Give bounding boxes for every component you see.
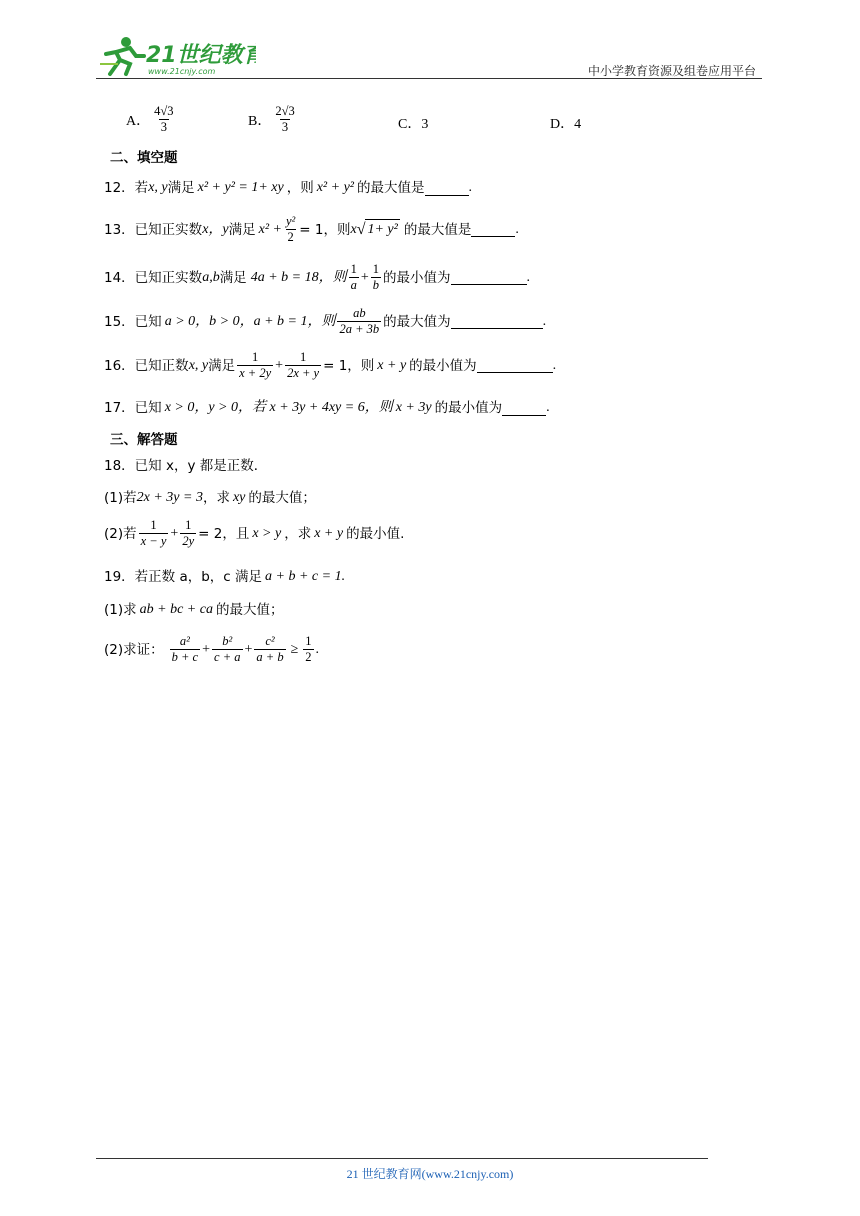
- question-16: 16．已知正数 x, y 满足 $\frac{1}{x + 2y}$ + $\frac{1}{2x + y}$ = 1，则 x + y 的最小值为 .: [104, 350, 557, 380]
- q13-fraction: $\frac{\text{y²}}{2}$: [285, 214, 296, 244]
- question-19-part-2: (2)求证： $\frac{\text{a²}}{b + c}$ + $\frac{\text{b²}}{c + a}$ + $\frac{\text{c²}}{a + b}$ ≥ $\frac{1}{2}$ .: [104, 634, 320, 664]
- q19-fraction-b: $\frac{\text{b²}}{c + a}$: [214, 634, 241, 664]
- answer-blank[interactable]: [471, 222, 515, 237]
- sqrt-expression: √ 1+ y²: [356, 221, 398, 238]
- question-14: 14．已知正实数 a,b 满足 4a + b = 18，则 $\frac{1}{a}$ + $\frac{1}{b}$ 的最小值为 .: [104, 262, 530, 292]
- runner-logo-icon: [96, 34, 256, 78]
- q15-fraction: $\frac{ab}{2a + 3b}$: [339, 306, 380, 336]
- svg-text:21世纪教育: 21世纪教育: [146, 43, 256, 68]
- q19-fraction-c: $\frac{\text{c²}}{a + b}$: [256, 634, 284, 664]
- answer-blank[interactable]: [502, 401, 546, 416]
- answer-blank[interactable]: [425, 181, 469, 196]
- q18-fraction-b: $\frac{1}{2y}$: [182, 518, 195, 548]
- question-17: 17．已知 x > 0，y > 0，若 x + 3y + 4xy = 6，则 x + 3y 的最小值为 .: [104, 400, 550, 416]
- question-13: 13．已知正实数 x，y 满足 x² + $\frac{\text{y²}}{2}$ = 1，则 x √ 1+ y² 的最大值是 .: [104, 214, 519, 244]
- section-solve-title: 三、解答题: [110, 432, 178, 448]
- q19-fraction-half: $\frac{1}{2}$: [305, 634, 312, 664]
- question-18-part-1: (1)若 2x + 3y = 3 ，求 xy 的最大值；: [104, 490, 316, 506]
- option-c: C．3: [398, 117, 429, 132]
- footer-divider: [96, 1158, 708, 1159]
- svg-text:www.21cnjy.com: www.21cnjy.com: [148, 67, 216, 76]
- q14-fraction-b: $\frac{1}{b}$: [372, 262, 379, 292]
- option-b-label: B．: [248, 113, 272, 129]
- option-b-fraction: $\frac{2√3}{3}$: [275, 104, 295, 134]
- option-a: [126, 104, 178, 135]
- option-d: D．4: [550, 117, 582, 132]
- question-15: 15．已知 a > 0，b > 0，a + b = 1，则 $\frac{ab}{2a + 3b}$ 的最大值为 .: [104, 306, 547, 336]
- option-a-fraction: $\frac{4√3}{3}$: [154, 104, 174, 134]
- answer-blank[interactable]: [451, 270, 527, 285]
- question-19-stem: 19．若正数 a，b，c 满足 a + b + c = 1.: [104, 569, 346, 585]
- answer-blank[interactable]: [451, 314, 543, 329]
- option-a-label: A．: [126, 113, 151, 129]
- question-12: 12．若 x, y 满足 x² + y² = 1+ xy ，则 x² + y² 的最大值是 .: [104, 180, 472, 196]
- answer-blank[interactable]: [477, 358, 553, 373]
- header-divider: [96, 78, 762, 79]
- q19-fraction-a: $\frac{\text{a²}}{b + c}$: [171, 634, 199, 664]
- section-fill-title: 二、填空题: [110, 150, 178, 166]
- q18-fraction-a: $\frac{1}{x - y}$: [140, 518, 167, 548]
- footer-link[interactable]: 21 世纪教育网(www.21cnjy.com): [346, 1167, 514, 1181]
- question-18-part-2: (2)若 $\frac{1}{x - y}$ + $\frac{1}{2y}$ = 2，且 x > y ，求 x + y 的最小值.: [104, 518, 405, 548]
- header-platform-text: 中小学教育资源及组卷应用平台: [587, 64, 756, 78]
- site-logo: [96, 34, 256, 78]
- q16-fraction-a: $\frac{1}{x + 2y}$: [239, 350, 272, 380]
- q16-fraction-b: $\frac{1}{2x + y}$: [287, 350, 320, 380]
- question-19-part-1: (1)求 ab + bc + ca 的最大值；: [104, 602, 284, 618]
- option-b: [248, 104, 299, 135]
- q14-fraction-a: $\frac{1}{a}$: [350, 262, 357, 292]
- question-18-stem: 18．已知 x，y 都是正数．: [104, 458, 268, 474]
